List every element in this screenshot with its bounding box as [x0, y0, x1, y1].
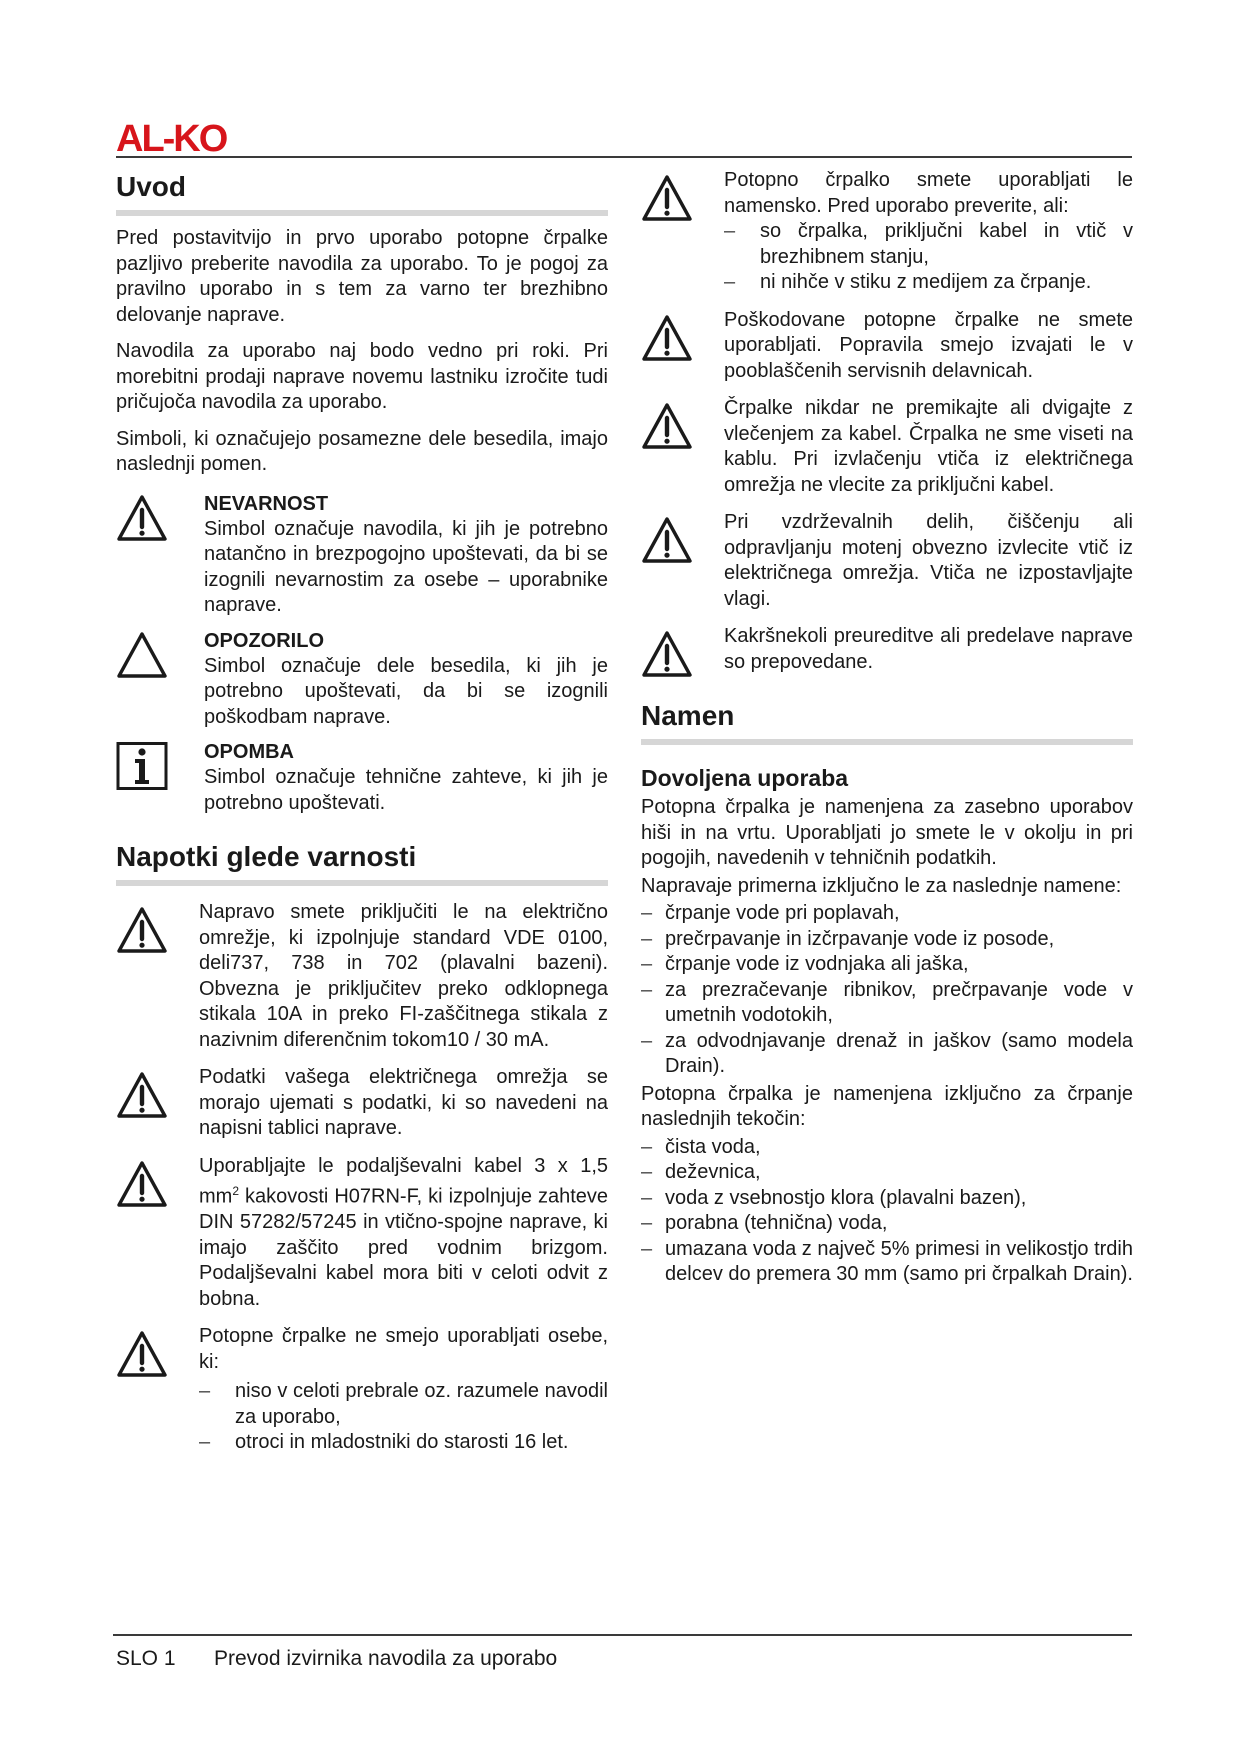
danger-warning-icon	[641, 624, 724, 683]
list-item: – prečrpavanje in izčrpavanje vode iz posode,	[641, 927, 1055, 950]
safety-text: Potopno črpalko smete uporabljati le namensko. Pred uporabo preverite, ali:	[724, 169, 1133, 217]
caution-triangle-icon	[116, 629, 204, 684]
namen-paragraph-3: Potopna črpalka je namenjena izključno za črpanje naslednjih tekočin:	[641, 1082, 1133, 1130]
superscript: 2	[232, 1184, 240, 1198]
list-item: – ni nihče v stiku z medijem za črpanje.	[724, 271, 1092, 293]
safety-text: Podatki vašega električnega omrežja se morajo ujemati s podatki, ki so navedeni na napisni tablici naprave.	[199, 1066, 608, 1139]
section-bar	[116, 880, 608, 886]
footer-rule	[113, 1634, 1132, 1636]
list-item: – za prezračevanje ribnikov, prečrpavanje vode v umetnih vodotokih,	[641, 978, 1133, 1026]
right-column	[641, 168, 1133, 1288]
list-item: – niso v celoti prebrale oz. razumele navodil za uporabo,	[199, 1380, 608, 1428]
safety-item	[641, 510, 1133, 612]
uvod-paragraph-1: Pred postavitvijo in prvo uporabo potopne črpalke pazljivo preberite navodila za uporabo. To je pogoj za pravilno uporabo in s tem za varno ter brezhibno delovanje naprave.	[116, 227, 608, 326]
safety-item	[641, 308, 1133, 385]
symbol-danger	[116, 492, 608, 619]
symbol-title: OPOZORILO	[204, 629, 324, 652]
safety-text	[199, 1154, 608, 1313]
info-icon	[116, 740, 204, 795]
al-ko-logo	[116, 118, 254, 156]
liquids-list	[641, 1135, 1133, 1288]
namen-paragraph-2: Napravaje primerna izključno le za naslednje namene:	[641, 874, 1122, 897]
safety-text: Poškodovane potopne črpalke ne smete uporabljati. Popravila smejo izvajati le v pooblaščenih servisnih delavnicah.	[724, 308, 1133, 382]
list-item: – za odvodnjavanje drenaž in jaškov (samo modela Drain).	[641, 1029, 1133, 1077]
danger-warning-icon	[641, 510, 724, 569]
section-title-varnost: Napotki glede varnosti	[116, 841, 417, 872]
danger-warning-icon	[641, 308, 724, 367]
symbol-desc: Simbol označuje dele besedila, ki jih je potrebno upoštevati, da bi se izognili poškodbam naprave.	[204, 654, 608, 728]
section-title-namen: Namen	[641, 700, 735, 731]
bullet-list	[724, 219, 1133, 296]
list-item: – črpanje vode pri poplavah,	[641, 902, 900, 924]
symbol-caution	[116, 629, 608, 731]
safety-text: Črpalke nikdar ne premikajte ali dvigajte z vlečenjem za kabel. Črpalka ne sme viseti na kablu. Pri izvlačenju vtiča iz električnega omrežja ne vlecite za priključni kabel.	[724, 397, 1133, 496]
safety-item	[116, 900, 608, 1053]
header-rule	[116, 156, 1132, 158]
danger-warning-icon	[116, 900, 199, 959]
page-number: SLO 1	[116, 1647, 176, 1670]
safety-text-part: Uporabljajte le podaljševalni kabel 3 x 1,5 mm	[199, 1154, 608, 1208]
section-bar	[116, 210, 608, 216]
purpose-list	[641, 901, 1133, 1080]
symbol-desc: Simbol označuje navodila, ki jih je potrebno natančno in brezpogojno upoštevati, da bi se izognili nevarnostim za osebe – uporabnike naprave.	[204, 517, 608, 616]
safety-item	[641, 624, 1133, 683]
namen-paragraph-1: Potopna črpalka je namenjena za zasebno uporabov hiši in na vrtu. Uporabljati jo smete le v okolju in pri pogojih, navedenih v tehničnih podatkih.	[641, 796, 1133, 869]
safety-item	[116, 1154, 608, 1313]
svg-text:AL-KO: AL-KO	[116, 118, 227, 156]
safety-text: Kakršnekoli preureditve ali predelave naprave so prepovedane.	[724, 625, 1133, 673]
list-item: – so črpalka, priključni kabel in vtič v brezhibnem stanju,	[724, 220, 1133, 268]
subsection-title: Dovoljena uporaba	[641, 765, 849, 791]
safety-item	[116, 1324, 608, 1456]
list-item: – umazana voda z največ 5% primesi in velikostjo trdih delcev do premera 30 mm (samo pri črpalkah Drain).	[641, 1237, 1133, 1285]
danger-warning-icon	[641, 396, 724, 455]
footer-text: Prevod izvirnika navodila za uporabo	[214, 1647, 558, 1670]
list-item: – čista voda,	[641, 1135, 761, 1158]
danger-warning-icon	[641, 168, 724, 227]
danger-warning-icon	[116, 1154, 199, 1213]
safety-item	[641, 396, 1133, 498]
section-title-uvod: Uvod	[116, 171, 186, 202]
symbol-note	[116, 740, 608, 816]
list-item: – črpanje vode iz vodnjaka ali jaška,	[641, 953, 969, 975]
list-item: – porabna (tehnična) voda,	[641, 1212, 888, 1234]
danger-warning-icon	[116, 492, 204, 547]
safety-text: Napravo smete priključiti le na električno omrežje, ki izpolnjuje standard VDE 0100, deli737, 738 in 702 (plavalni bazeni). Obvezna je priključitev preko odklopnega stikala 10A in preko FI-zaščitnega stikala z nazivnim diferenčnim tokom10 / 30 mA.	[199, 901, 608, 1051]
symbol-desc: Simbol označuje tehnične zahteve, ki jih je potrebno upoštevati.	[204, 766, 608, 814]
page-footer	[116, 1644, 557, 1674]
safety-text: Pri vzdrževalnih delih, čiščenju ali odpravljanju motenj obvezno izvlecite vtič iz električnega omrežja. Vtiča ne izpostavljajte vlagi.	[724, 511, 1133, 610]
list-item: – deževnica,	[641, 1161, 761, 1183]
danger-warning-icon	[116, 1065, 199, 1124]
safety-text-part: kakovosti H07RN-F, ki izpolnjuje zahteve DIN 57282/57245 in vtično-spojne naprave, ki imajo zaščito pred vodnim brizgom. Podaljševalni kabel mora biti v celoti odvit z bobna.	[199, 1185, 608, 1310]
safety-item	[116, 1065, 608, 1142]
uvod-paragraph-3: Simboli, ki označujejo posamezne dele besedila, imajo naslednji pomen.	[116, 427, 608, 475]
symbol-title: NEVARNOST	[204, 492, 329, 515]
list-item: – voda z vsebnostjo klora (plavalni bazen),	[641, 1186, 1027, 1209]
section-bar	[641, 739, 1133, 745]
danger-warning-icon	[116, 1324, 199, 1383]
left-column	[116, 168, 608, 1468]
safety-text: Potopne črpalke ne smejo uporabljati osebe, ki:	[199, 1325, 608, 1373]
uvod-paragraph-2: Navodila za uporabo naj bodo vedno pri roki. Pri morebitni prodaji naprave novemu lastniku izročite tudi pričujoča navodila za uporabo.	[116, 340, 608, 413]
bullet-list	[199, 1379, 608, 1456]
list-item: – otroci in mladostniki do starosti 16 let.	[199, 1431, 569, 1454]
symbol-title: OPOMBA	[204, 741, 294, 763]
safety-item	[641, 168, 1133, 296]
